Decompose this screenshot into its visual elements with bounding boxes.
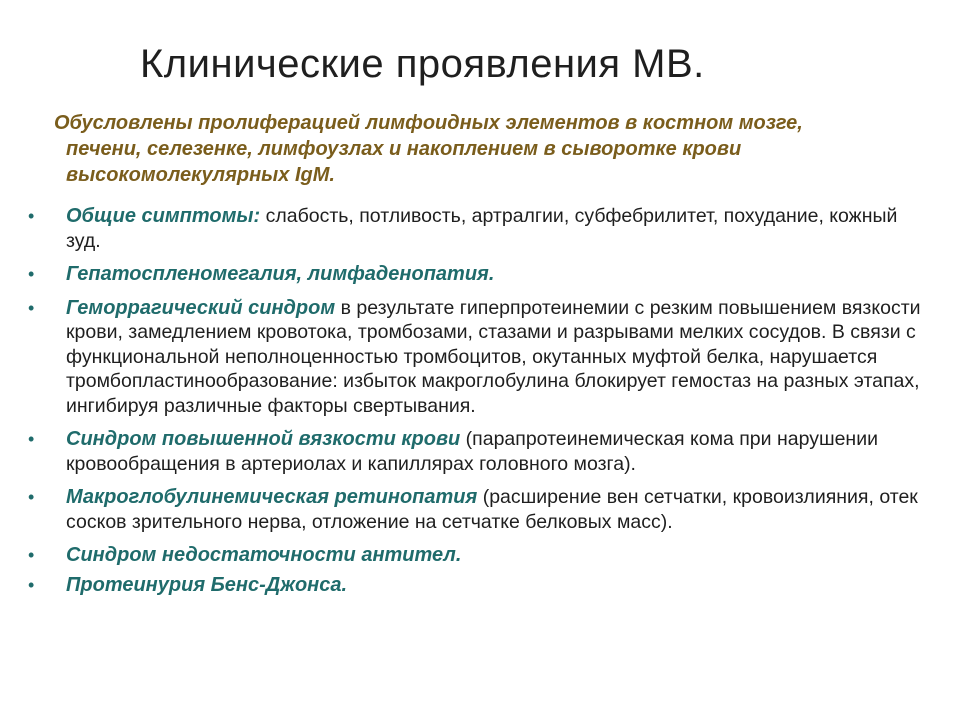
intro-line-1: Обусловлены пролиферацией лимфоидных элементов в костном мозге, <box>54 112 803 134</box>
slide-title: Клинические проявления МВ. <box>140 42 705 86</box>
bullet-heading: Протеинурия Бенс-Джонса. <box>66 573 348 596</box>
bullet-dot-icon: • <box>28 574 35 595</box>
bullet-antibody-deficiency <box>28 543 928 568</box>
bullet-heading: Общие симптомы: <box>66 205 261 227</box>
intro-line-3: высокомолекулярных IgM. <box>66 164 335 186</box>
bullet-heading: Макроглобулинемическая ретинопатия <box>66 486 478 508</box>
bullet-general-symptoms <box>28 204 928 253</box>
bullet-dot-icon: • <box>28 429 35 449</box>
bullet-text: (расширение вен сетчатки, кровоизлияния, отек сосков зрительного нерва, отложение на сетчатке белковых масс). <box>66 486 918 533</box>
bullet-heading: Синдром повышенной вязкости крови <box>66 428 461 450</box>
bullet-hepatosplenomegaly <box>28 262 928 287</box>
bullet-bence-jones <box>28 573 928 598</box>
bullet-dot-icon: • <box>28 264 35 284</box>
bullet-text: слабость, потливость, артралгии, субфебрилитет, похудание, кожный зуд. <box>66 205 898 252</box>
bullet-hyperviscosity <box>28 427 928 476</box>
bullet-text: (парапротеинемическая кома при нарушении кровообращения в артериолах и капиллярах головного мозга). <box>66 428 878 475</box>
bullet-dot-icon: • <box>28 487 35 507</box>
bullet-hemorrhagic-syndrome <box>28 296 928 419</box>
bullet-dot-icon: • <box>28 545 35 565</box>
bullet-list <box>28 200 928 597</box>
bullet-dot-icon: • <box>28 297 35 318</box>
bullet-dot-icon: • <box>28 206 35 226</box>
bullet-retinopathy <box>28 485 928 534</box>
intro-line-2: печени, селезенке, лимфоузлах и накоплением в сыворотке крови <box>66 138 742 160</box>
bullet-heading: Гепатоспленомегалия, лимфаденопатия. <box>66 263 495 285</box>
bullet-text: в результате гиперпротеинемии с резким повышением вязкости крови, замедлением кровотока, тромбозами, стазами и разрывами мелких сосудов. В связи с функциональной неполноценностью тромбоцитов, окутанных муфтой белка, нарушается тромбопластинообразование: избыток макроглобулина блокирует гемостаз на разных этапах, ингибируя различные факторы свертывания. <box>66 296 921 417</box>
bullet-heading: Синдром недостаточности антител. <box>66 544 462 566</box>
bullet-heading: Геморрагический синдром <box>66 296 336 319</box>
intro-paragraph <box>54 110 934 188</box>
